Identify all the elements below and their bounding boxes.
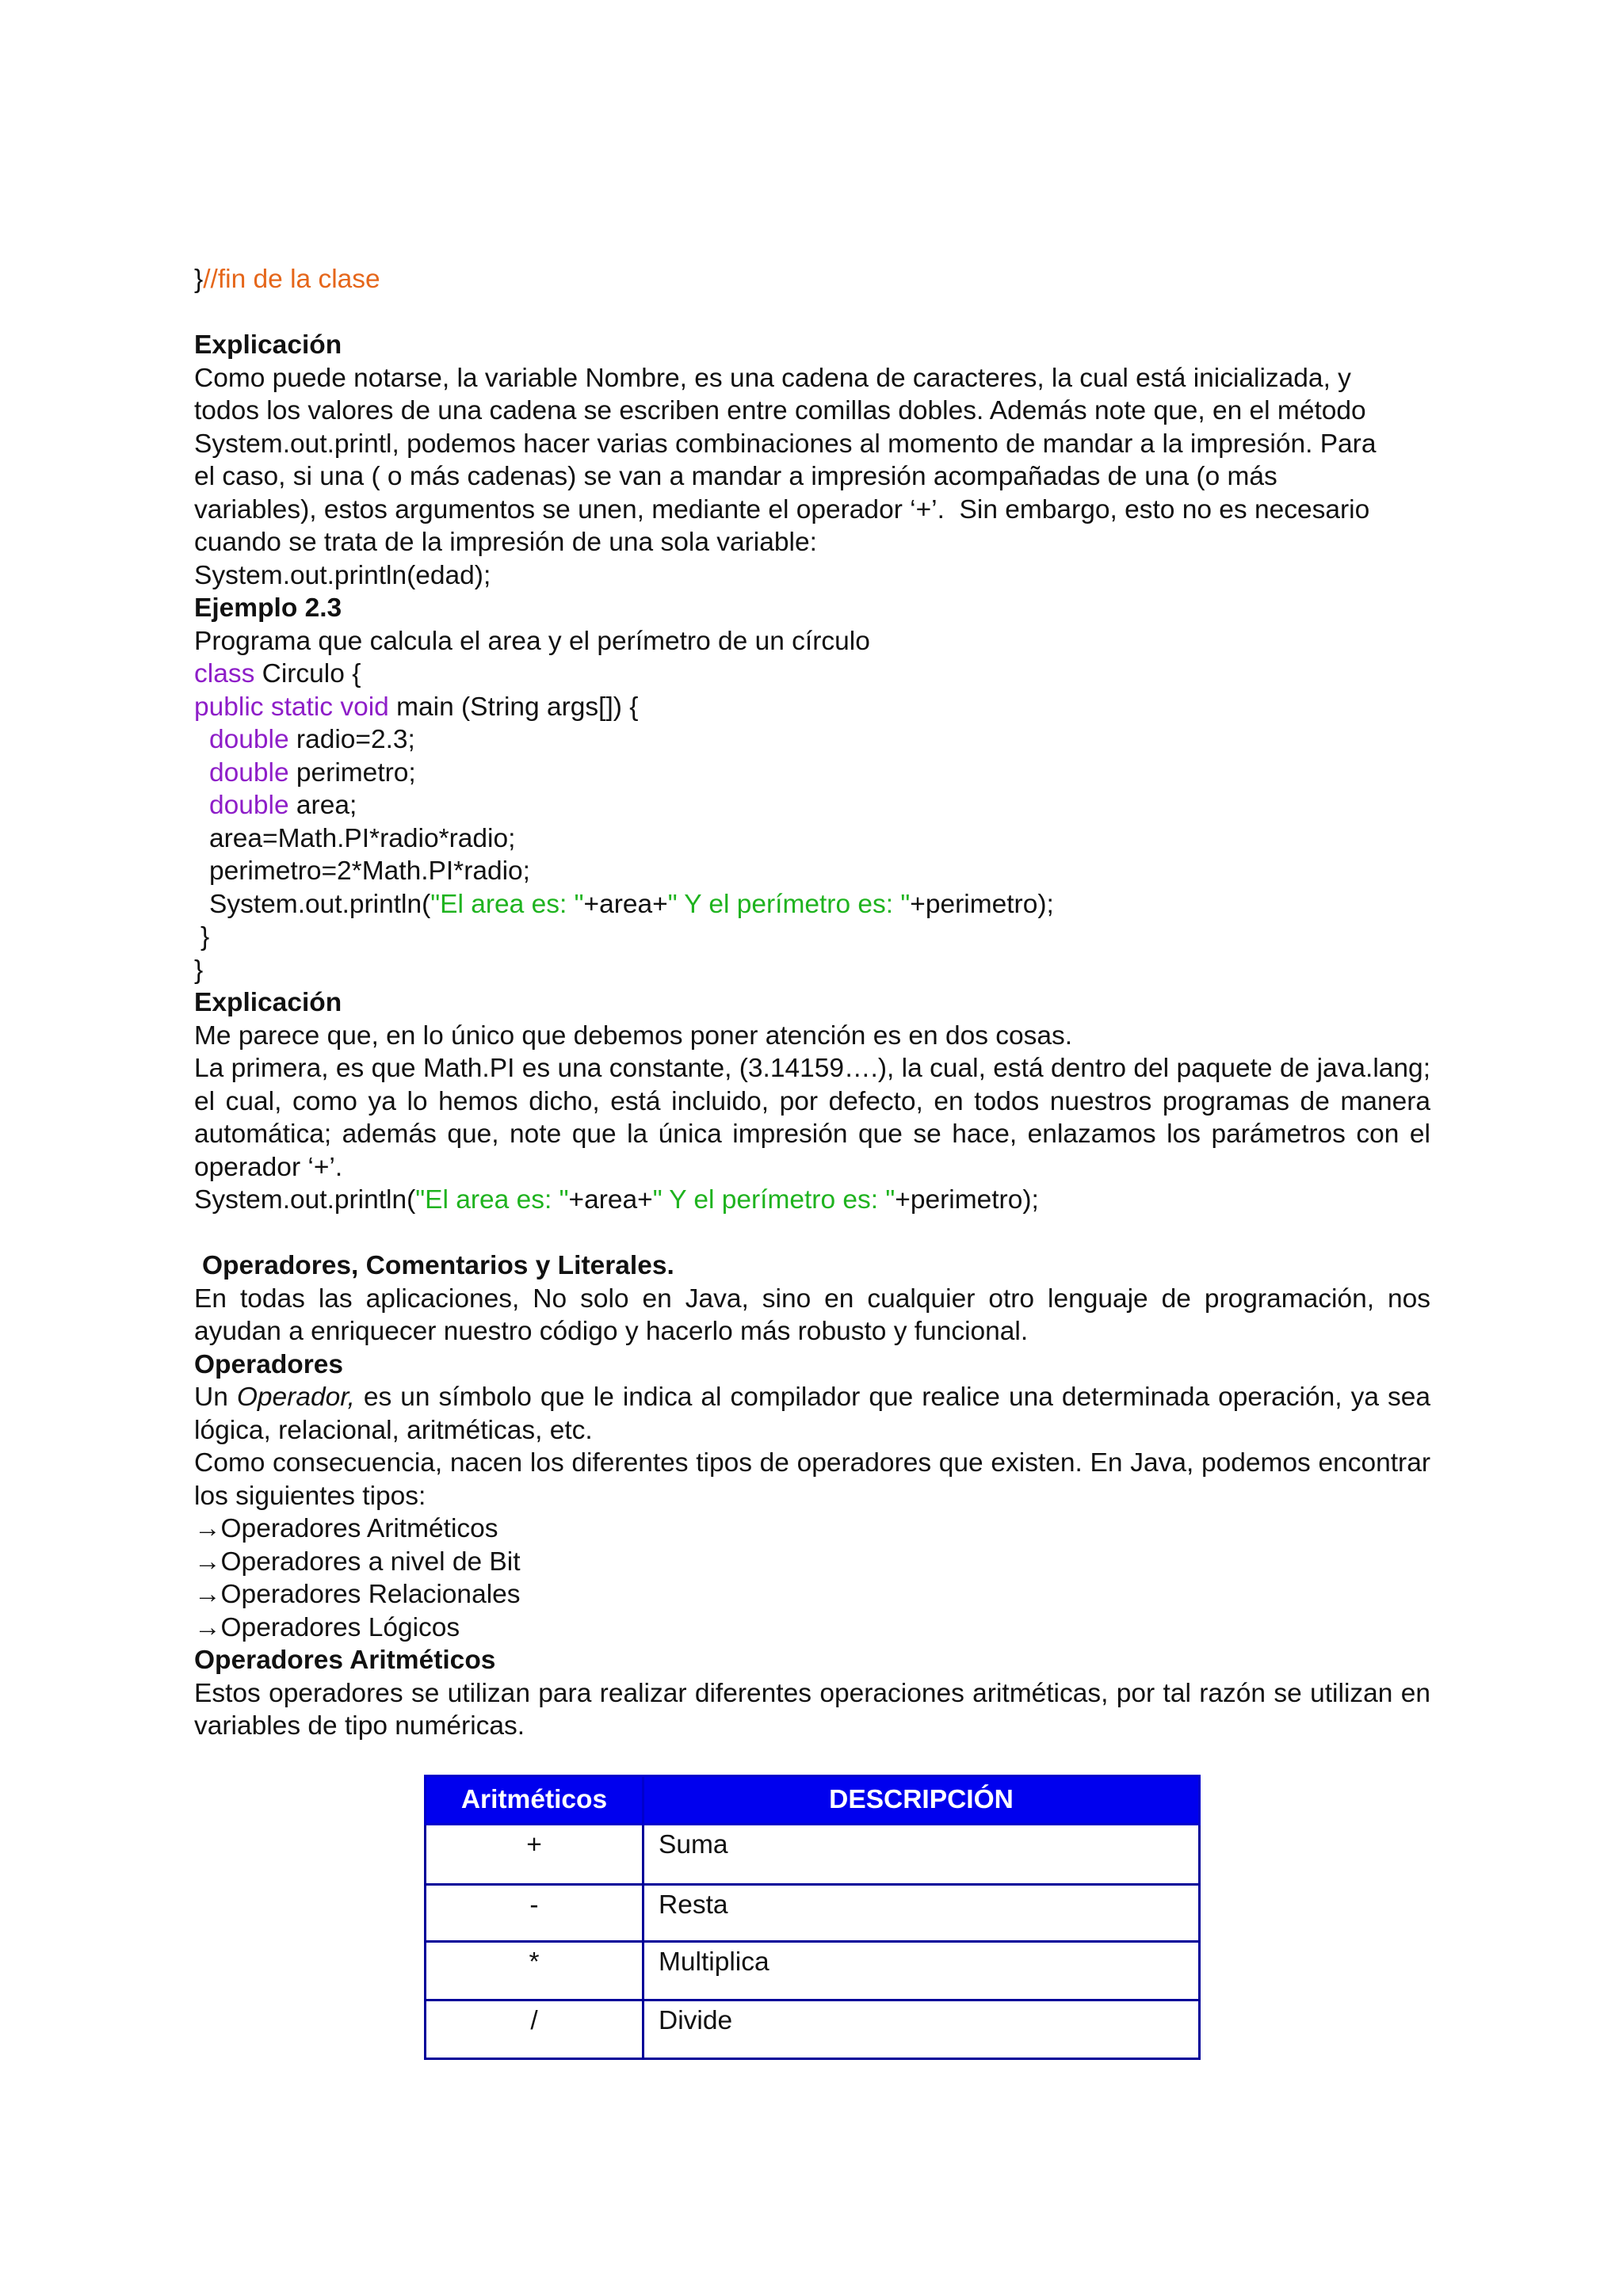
explicacion1-line: variables), estos argumentos se unen, mediante el operador ‘+’. Sin embargo, esto no es necesario [194,494,1370,524]
code-keyword: double [209,725,289,754]
table-row [426,2000,1200,2059]
code-line [194,888,1430,921]
operator-description: Resta [643,1885,1200,1942]
operador-definition [194,1381,1430,1447]
code-text: +perimetro); [895,1185,1039,1215]
code-line: } [194,955,204,985]
def-term: Operador, [236,1383,355,1412]
operator-description: Suma [643,1825,1200,1885]
table-header-cell: Aritméticos [426,1776,643,1825]
spacer [194,296,1430,330]
class-end-line [194,263,1430,296]
table-header-cell: DESCRIPCIÓN [643,1776,1200,1825]
println-line [194,1184,1430,1217]
explicacion-heading-1: Explicación [194,330,342,360]
explicacion1-line: el caso, si una ( o más cadenas) se van a mandar a impresión acompañadas de una (o más [194,462,1277,491]
code-keyword: class [194,659,255,688]
code-keyword: double [209,757,289,788]
code-string: " Y el perímetro es: " [667,889,911,919]
code-line [194,658,1430,691]
operadores-section-heading: Operadores, Comentarios y Literales. [202,1251,674,1280]
code-text: +area+ [583,889,668,919]
code-text: Circulo { [254,659,361,688]
code-string: " Y el perímetro es: " [652,1185,896,1215]
operator-symbol: - [426,1885,643,1942]
operator-description: Divide [643,2000,1200,2059]
table-header-row [426,1776,1200,1825]
closing-brace: } [194,265,204,294]
table-row [426,1825,1200,1885]
arrow-icon: → [194,1547,221,1577]
list-item [194,1512,1430,1546]
operator-description: Multiplica [643,1942,1200,2000]
list-item [194,1546,1430,1579]
operator-symbol: / [426,2000,643,2059]
operator-symbol: * [426,1942,643,2000]
spacer [194,1217,1430,1250]
list-item-label: Operadores Lógicos [220,1612,460,1642]
arrow-icon: → [194,1580,221,1609]
code-string: "El area es: " [430,889,584,919]
aritmeticos-description: Estos operadores se utilizan para realizar diferentes operaciones aritméticas, por tal razón se utilizan en variables de tipo numéricas. [194,1678,1430,1741]
code-text: +area+ [568,1185,653,1215]
ejemplo-description: Programa que calcula el area y el perímetro de un círculo [194,626,870,656]
aritmeticos-heading: Operadores Aritméticos [194,1646,496,1675]
def-rest: es un símbolo que le indica al compilador que realice una determinada operación, ya sea lógica, relacional, aritméticas, etc. [194,1383,1430,1445]
consecuencia-paragraph: Como consecuencia, nacen los diferentes tipos de operadores que existen. En Java, podemos encontrar los siguientes tipos: [194,1448,1430,1511]
code-line [194,723,1430,757]
code-text: radio=2.3; [288,725,415,754]
explicacion1-line: cuando se trata de la impresión de una sola variable: [194,528,817,557]
list-item-label: Operadores Aritméticos [220,1514,498,1543]
table-row [426,1885,1200,1942]
code-keyword: double [209,791,289,820]
list-item [194,1611,1430,1645]
code-block [194,658,1430,986]
code-text: +perimetro); [910,889,1054,919]
code-text: System.out.println( [209,889,431,919]
code-line [194,757,1430,790]
code-line: perimetro=2*Math.PI*radio; [209,856,530,886]
code-text: main (String args[]) { [388,692,639,722]
explicacion1-line: todos los valores de una cadena se escriben entre comillas dobles. Además note que, en el método [194,396,1366,425]
code-line [194,691,1430,724]
operators-table [424,1775,1201,2060]
list-item-label: Operadores Relacionales [220,1580,521,1609]
code-text: System.out.println( [194,1185,416,1215]
operadores-intro: En todas las aplicaciones, No solo en Java, sino en cualquier otro lenguaje de programación, nos ayudan a enriquecer nuestro código y hacerlo más robusto y funcional. [194,1283,1430,1346]
explicacion2-intro: Me parece que, en lo único que debemos poner atención es en dos cosas. [194,1020,1073,1051]
document-page [194,263,1430,1743]
code-string: "El area es: " [415,1185,569,1215]
explicacion1-line: System.out.printl, podemos hacer varias combinaciones al momento de mandar a la impresión. Para [194,429,1377,459]
explicacion2-paragraph: La primera, es que Math.PI es una constante, (3.14159….), la cual, está dentro del paquete de java.lang; el cual, como ya lo hemos dicho, está incluido, por defecto, en todos nuestros programas de manera automática; además que, note que la única impresión que se hace, enlazamos los parámetros con el operador ‘+’. [194,1054,1430,1182]
code-line: } [200,922,210,952]
code-text: perimetro; [288,757,416,788]
end-class-comment: //fin de la clase [203,265,380,294]
explicacion1-line: System.out.println(edad); [194,560,491,590]
code-line: area=Math.PI*radio*radio; [209,823,516,853]
code-line [194,789,1430,822]
arrow-icon: → [194,1612,221,1642]
list-item [194,1578,1430,1611]
explicacion-heading-2: Explicación [194,988,342,1017]
arrow-icon: → [194,1514,221,1543]
operadores-subheading: Operadores [194,1349,344,1379]
ejemplo-heading: Ejemplo 2.3 [194,593,342,623]
code-keyword: public static void [194,692,389,722]
explicacion1-line: Como puede notarse, la variable Nombre, es una cadena de caracteres, la cual está inicializada, y [194,363,1351,393]
list-item-label: Operadores a nivel de Bit [220,1547,521,1577]
table-row [426,1942,1200,2000]
code-text: area; [288,791,357,820]
operator-symbol: + [426,1825,643,1885]
operator-types-list [194,1512,1430,1644]
def-prefix: Un [194,1383,237,1412]
